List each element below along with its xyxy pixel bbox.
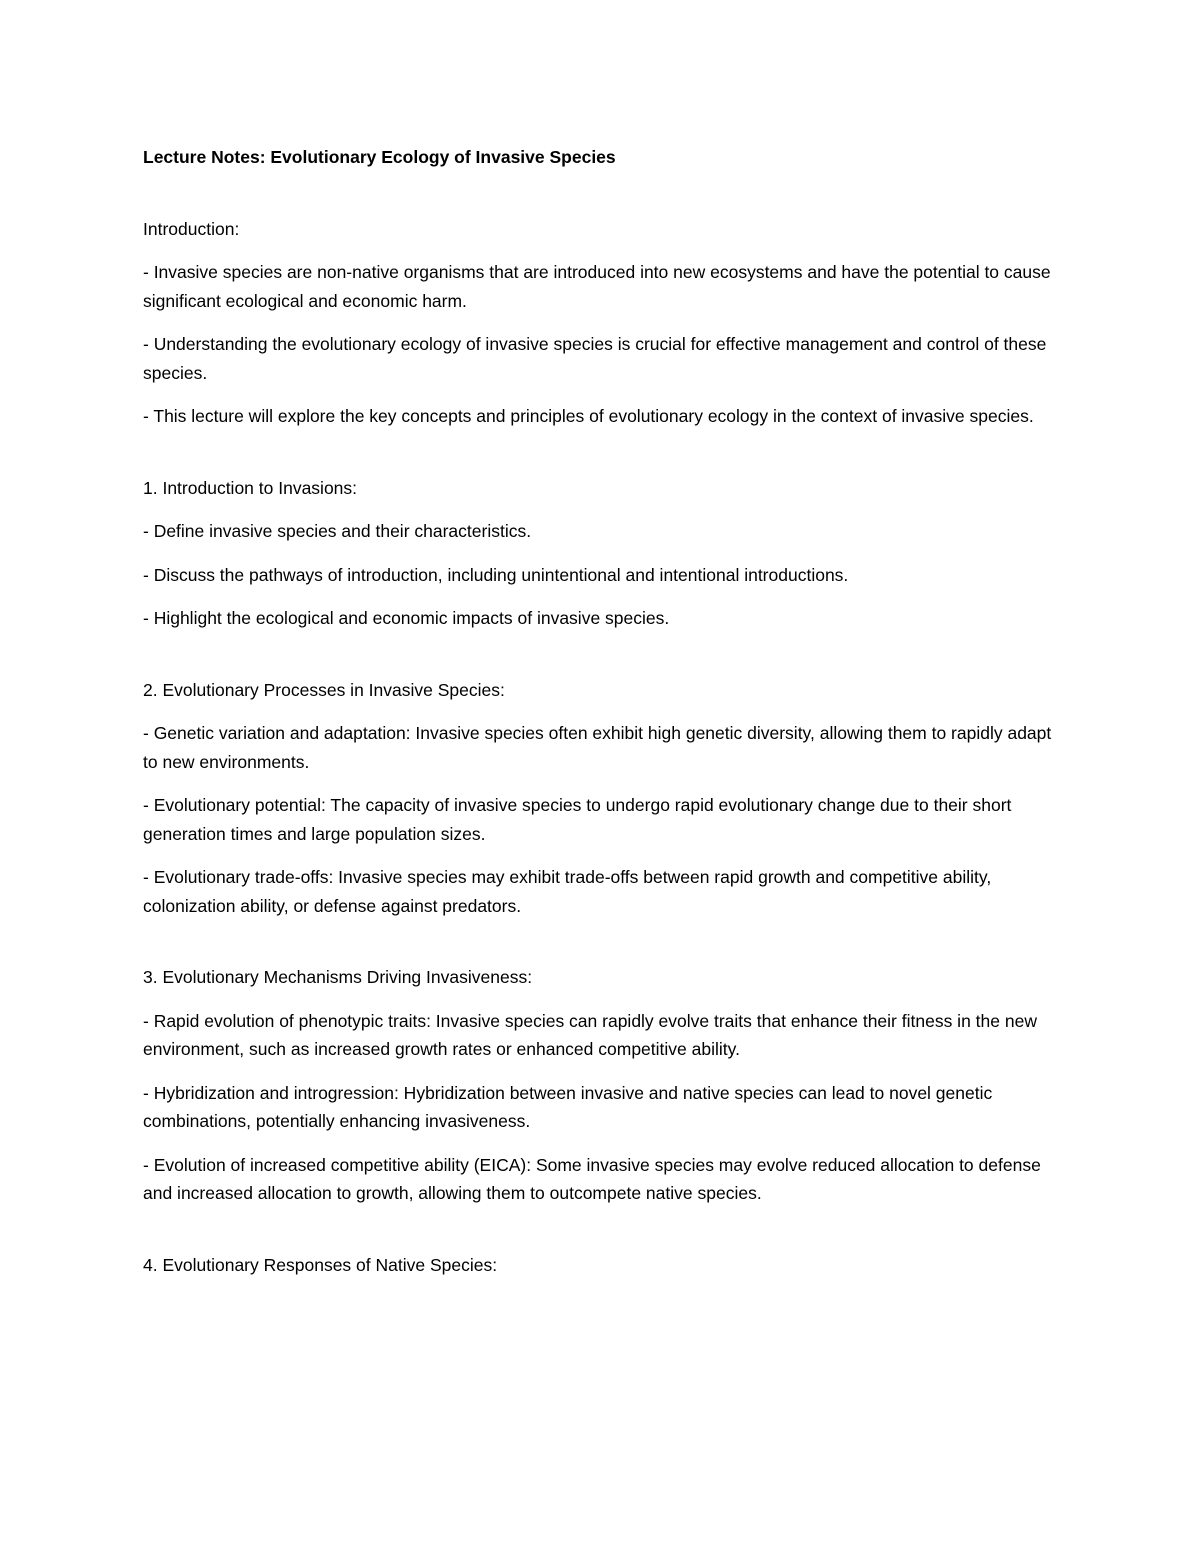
section-introduction — [143, 215, 1063, 431]
bullet-item: - Rapid evolution of phenotypic traits: Invasive species can rapidly evolve traits that enhance their fitness in the new environment, such as increased growth rates or enhanced competitive ability. — [143, 1010, 1037, 1059]
section-heading: 2. Evolutionary Processes in Invasive Species: — [143, 679, 505, 700]
document-title: Lecture Notes: Evolutionary Ecology of Invasive Species — [143, 147, 616, 167]
bullet-item: - Evolutionary trade-offs: Invasive species may exhibit trade-offs between rapid growth and competitive ability, colonization ability, or defense against predators. — [143, 867, 992, 916]
section-introduction-to-invasions — [143, 474, 1063, 633]
section-evolutionary-processes — [143, 676, 1063, 921]
document-body — [143, 143, 1063, 1322]
bullet-item: - Invasive species are non-native organisms that are introduced into new ecosystems and have the potential to cause significant ecological and economic harm. — [143, 262, 1051, 311]
bullet-item: - Hybridization and introgression: Hybridization between invasive and native species can lead to novel genetic combinations, potentially enhancing invasiveness. — [143, 1082, 993, 1131]
section-native-species-responses — [143, 1251, 1063, 1280]
section-evolutionary-mechanisms — [143, 963, 1063, 1208]
section-heading: 1. Introduction to Invasions: — [143, 477, 358, 498]
bullet-item: - Genetic variation and adaptation: Invasive species often exhibit high genetic diversity, allowing them to rapidly adapt to new environments. — [143, 723, 1052, 772]
bullet-item: - Highlight the ecological and economic impacts of invasive species. — [143, 608, 670, 628]
bullet-item: - Evolution of increased competitive ability (EICA): Some invasive species may evolve reduced allocation to defense and increased allocation to growth, allowing them to outcompete native species. — [143, 1154, 1041, 1203]
bullet-item: - This lecture will explore the key concepts and principles of evolutionary ecology in the context of invasive species. — [143, 406, 1034, 426]
section-heading: 4. Evolutionary Responses of Native Species: — [143, 1254, 498, 1275]
section-heading: Introduction: — [143, 218, 240, 239]
bullet-item: - Discuss the pathways of introduction, including unintentional and intentional introductions. — [143, 564, 849, 585]
bullet-item: - Understanding the evolutionary ecology of invasive species is crucial for effective management and control of these species. — [143, 334, 1047, 383]
bullet-item: - Evolutionary potential: The capacity of invasive species to undergo rapid evolutionary change due to their short generation times and large population sizes. — [143, 795, 1012, 844]
section-heading: 3. Evolutionary Mechanisms Driving Invasiveness: — [143, 967, 533, 987]
bullet-item: - Define invasive species and their characteristics. — [143, 521, 532, 541]
